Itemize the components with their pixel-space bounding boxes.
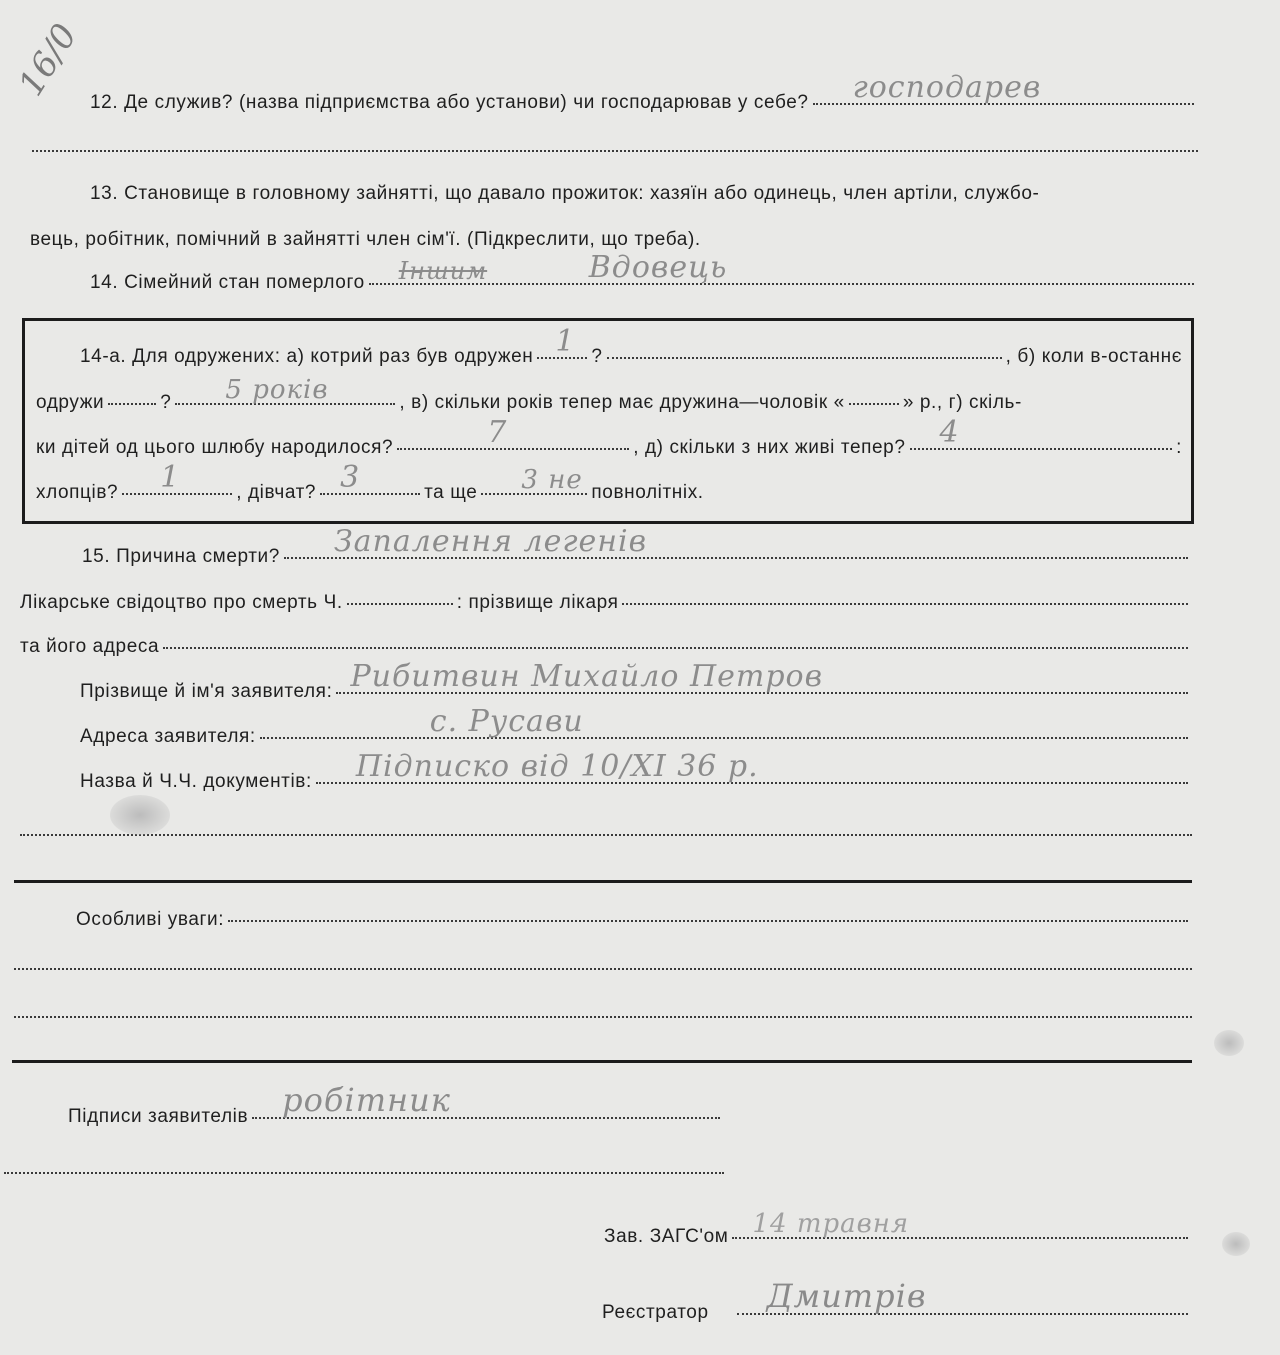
times-married-value: 1 bbox=[555, 324, 576, 359]
notes-label: Особливі уваги: bbox=[76, 909, 225, 930]
notes-row bbox=[76, 909, 1192, 931]
spouse-age-line[interactable] bbox=[849, 403, 899, 405]
cause-of-death-line[interactable] bbox=[284, 524, 1188, 559]
signatures-line[interactable] bbox=[252, 1081, 720, 1119]
zags-label: Зав. ЗАГС'ом bbox=[604, 1226, 729, 1247]
q14a-text-and-more: та ще bbox=[424, 482, 478, 503]
q14-label: 14. Сімейний стан померлого bbox=[90, 272, 365, 293]
q14a-text-boys: хлопців? bbox=[36, 482, 119, 503]
signatures-line2[interactable] bbox=[4, 1172, 724, 1174]
applicant-name-row bbox=[80, 659, 1192, 703]
doctor-row1 bbox=[20, 592, 1192, 614]
girls-line[interactable] bbox=[320, 460, 420, 495]
adults-value: 3 не bbox=[521, 465, 583, 495]
doctor-address-line[interactable] bbox=[163, 647, 1188, 649]
margin-note: 16/0 bbox=[10, 17, 86, 103]
q12-continuation-line[interactable] bbox=[32, 150, 1198, 152]
q13-line2: вець, робітник, помічний в зайнятті член сім'ї. (Підкреслити, що треба). bbox=[30, 229, 701, 250]
zags-value: 14 травня bbox=[752, 1209, 910, 1239]
ink-spot bbox=[1214, 1030, 1244, 1056]
q12-answer: господарев bbox=[852, 70, 1042, 105]
children-alive-value: 4 bbox=[939, 415, 960, 450]
q14a-text-times-married: 14-а. Для одружених: а) котрий раз був одружен bbox=[80, 346, 534, 367]
q14-answer-line[interactable] bbox=[369, 250, 1194, 285]
q12-label: 12. Де служив? (назва підприємства або установи) чи господарював у себе? bbox=[90, 92, 809, 113]
smudge bbox=[110, 795, 170, 835]
q14a-line1-blank[interactable] bbox=[607, 357, 1002, 359]
q14a-text-when-married: , б) коли в-останнє bbox=[1005, 346, 1182, 367]
registrar-row bbox=[602, 1277, 1192, 1324]
q14-answer: Вдовець bbox=[588, 250, 728, 285]
q14a-text-girls: , дівчат? bbox=[236, 482, 317, 503]
documents-row bbox=[80, 749, 1192, 793]
doctor-certificate-label: Лікарське свідоцтво про смерть Ч. bbox=[20, 592, 343, 613]
q15-label: 15. Причина смерти? bbox=[82, 546, 280, 567]
section-divider-2 bbox=[12, 1060, 1192, 1063]
boys-value: 1 bbox=[160, 460, 181, 495]
notes-line2[interactable] bbox=[14, 968, 1192, 970]
q14a-text-spouse-age: , в) скільки років тепер має дружина—чоловік « bbox=[399, 392, 845, 413]
ink-spot bbox=[1222, 1232, 1250, 1256]
applicant-name-label: Прізвище й ім'я заявителя: bbox=[80, 681, 333, 702]
zags-row bbox=[604, 1209, 1192, 1248]
q14a-row1 bbox=[80, 324, 1182, 368]
section-divider-1 bbox=[14, 880, 1192, 883]
signatures-value: робітник bbox=[282, 1081, 451, 1119]
q14-struck-answer: Іншим bbox=[398, 257, 488, 285]
q12-row bbox=[90, 70, 1198, 114]
documents-continuation-line[interactable] bbox=[20, 834, 1192, 836]
q14a-line2-blank[interactable] bbox=[108, 403, 156, 405]
boys-line[interactable] bbox=[122, 460, 232, 495]
applicant-address-label: Адреса заявителя: bbox=[80, 726, 256, 747]
q14-row bbox=[90, 250, 1198, 294]
q15-row bbox=[82, 524, 1192, 568]
documents-line[interactable] bbox=[316, 749, 1188, 784]
q14a-qmark: ? bbox=[591, 346, 603, 367]
q14a-colon: : bbox=[1176, 437, 1182, 458]
doctor-address-label: та його адреса bbox=[20, 636, 160, 657]
documents-value: Підписко від 10/XI 36 р. bbox=[355, 749, 759, 784]
registrar-label: Реєстратор bbox=[602, 1302, 709, 1323]
signatures-row bbox=[68, 1081, 724, 1128]
children-alive-line[interactable] bbox=[910, 415, 1173, 450]
q12-answer-line[interactable] bbox=[813, 70, 1194, 105]
q14a-text-children-alive: , д) скільки з них живі тепер? bbox=[633, 437, 906, 458]
notes-line1[interactable] bbox=[228, 920, 1188, 922]
q14a-text-children: » р., г) скіль- bbox=[902, 392, 1022, 413]
applicant-address-row bbox=[80, 704, 1192, 748]
doctor-name-label: : прізвище лікаря bbox=[456, 592, 619, 613]
notes-line3[interactable] bbox=[14, 1016, 1192, 1018]
q14a-text-married: одружи bbox=[36, 392, 105, 413]
girls-value: 3 bbox=[340, 460, 361, 495]
years-ago-line[interactable] bbox=[175, 375, 395, 405]
q14a-text-adults: повнолітніх. bbox=[591, 482, 704, 503]
q13-row1 bbox=[90, 183, 1040, 205]
cause-of-death-value: Запалення легенів bbox=[333, 524, 648, 559]
doctor-name-line[interactable] bbox=[622, 603, 1188, 605]
q13-row2 bbox=[30, 229, 701, 251]
children-born-value: 7 bbox=[487, 415, 508, 450]
times-married-line[interactable] bbox=[537, 324, 587, 359]
children-born-line[interactable] bbox=[397, 415, 629, 450]
applicant-name-line[interactable] bbox=[336, 659, 1188, 694]
zags-line[interactable] bbox=[732, 1209, 1188, 1239]
signatures-label: Підписи заявителів bbox=[68, 1106, 249, 1127]
registrar-signature: Дмитрів bbox=[766, 1277, 927, 1315]
applicant-name-value: Рибитвин Михайло Петров bbox=[350, 659, 824, 694]
adults-line[interactable] bbox=[481, 465, 587, 495]
q13-line1: 13. Становище в головному зайнятті, що давало прожиток: хазяїн або одинець, член артіли, службо- bbox=[90, 183, 1040, 204]
q14a-row4 bbox=[36, 460, 704, 504]
q14a-row3 bbox=[36, 415, 1182, 459]
q14a-qmark2: ? bbox=[160, 392, 172, 413]
q14a-text-children-born: ки дітей од цього шлюбу народилося? bbox=[36, 437, 394, 458]
doctor-row2 bbox=[20, 636, 1192, 658]
applicant-address-value: с. Русави bbox=[429, 704, 584, 739]
q14a-row2 bbox=[36, 375, 1182, 414]
applicant-address-line[interactable] bbox=[260, 704, 1188, 739]
documents-label: Назва й Ч.Ч. документів: bbox=[80, 771, 312, 792]
registrar-line[interactable] bbox=[737, 1277, 1188, 1315]
certificate-number-line[interactable] bbox=[347, 603, 453, 605]
years-ago-value: 5 років bbox=[225, 375, 329, 405]
